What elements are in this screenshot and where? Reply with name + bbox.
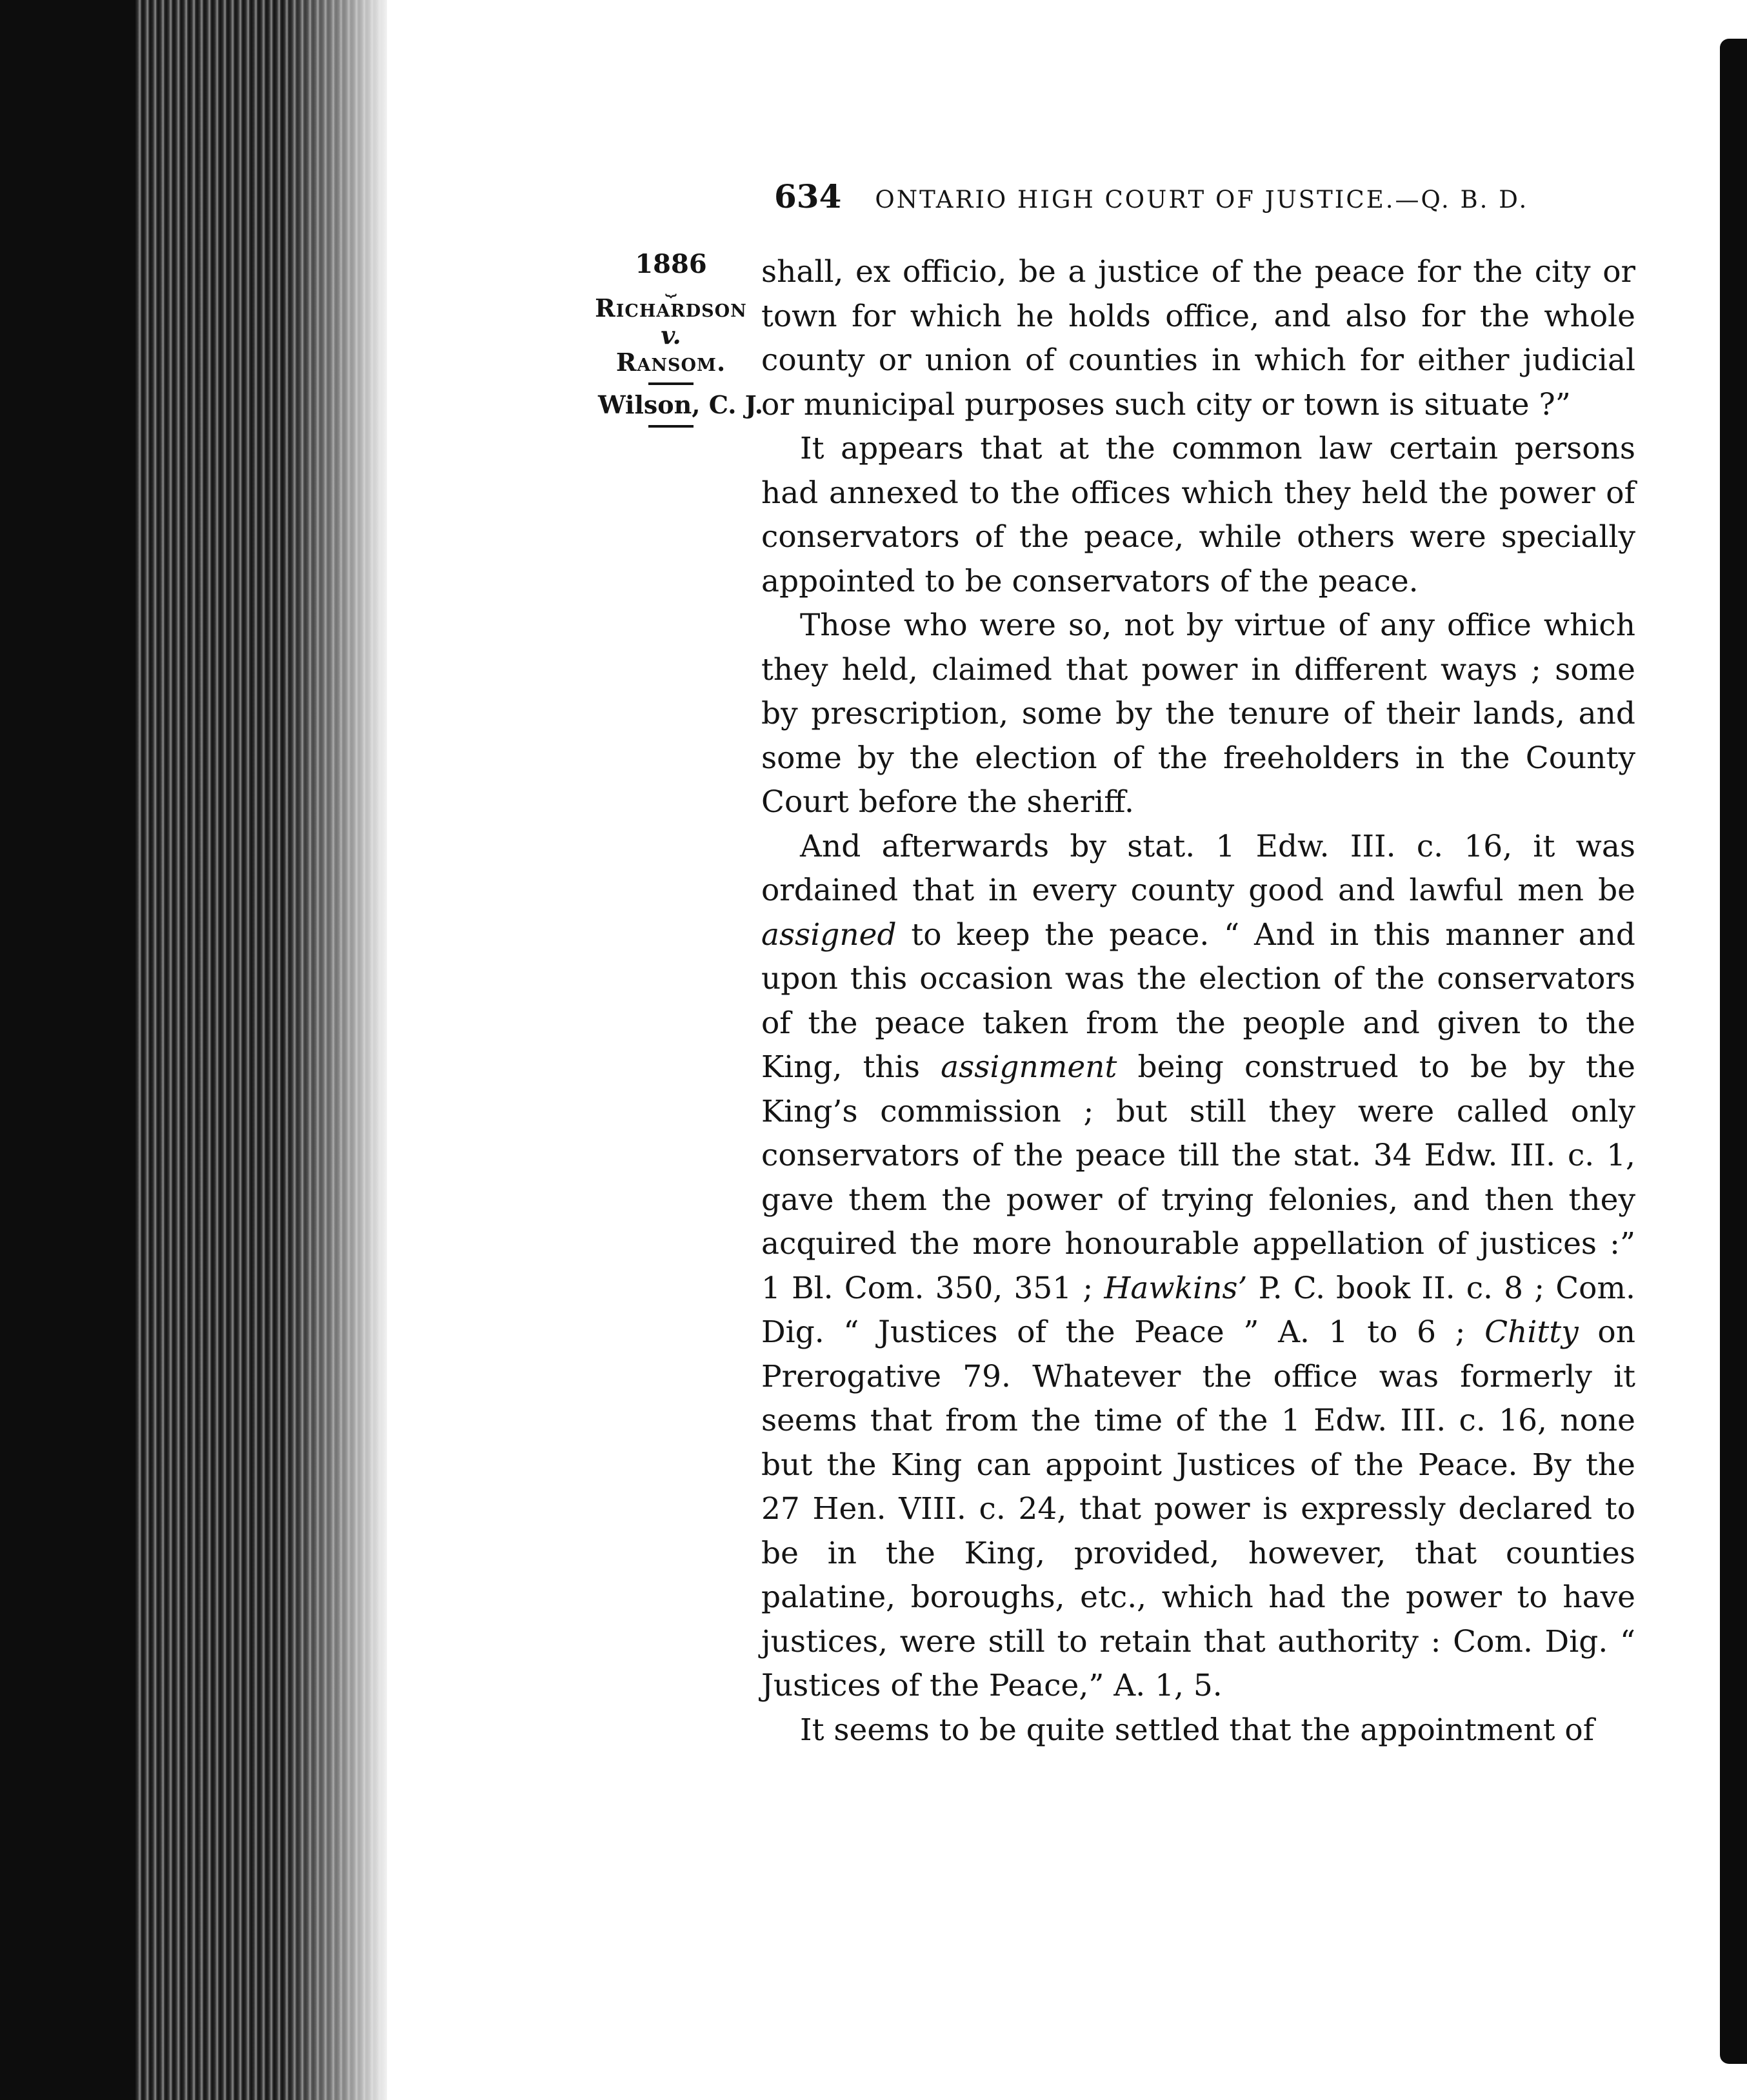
margin-brace: ⏟ [665,275,677,297]
running-head [774,177,1561,215]
paragraph-text: P. C. book II. c. 8 ; Com. Dig. “ Justices of the Peace ” A. 1 to 6 ; [761,1270,1635,1350]
paragraph-text: Those who were so, not by virtue of any office which they held, claimed that power in different ways ; some by prescription, some by the tenure of their lands, and some by the election of the freeholders in the County Court before the sheriff. [761,608,1635,820]
paragraph-text: It seems to be quite settled that the appointment of [800,1712,1595,1748]
paragraph-text: being construed to be by the King’s commission ; but still they were called only conservators of the peace till the stat. 34 Edw. III. c. 1, gave them the power of trying felonies, and then they acquired the more honourable appellation of justices :” 1 Bl. Com. 350, 351 ; [761,1049,1635,1306]
paragraph [761,427,1635,604]
running-head-title: ONTARIO HIGH COURT OF JUSTICE.—Q. B. D. [875,186,1529,213]
italic-text: assignment [941,1049,1117,1085]
paragraph-text: shall, ex officio, be a justice of the peace for the city or town for which he holds office, and also for the whole county or union of counties in which for either judicial or municipal purposes such city or town is situate ?” [761,254,1635,422]
paragraph-text: on Prerogative 79. Whatever the office was formerly it seems that from the time of the 1 Edw. III. c. 16, none but the King can appoint Justices of the Peace. By the 27 Hen. VIII. c. 24, that power is expressly declared to be in the King, provided, however, that counties palatine, boroughs, etc., which had the power to have justices, were still to retain that authority : Com. Dig. “ Justices of the Peace,” A. 1, 5. [761,1314,1635,1703]
margin-rule [648,425,694,428]
paragraph-text: And afterwards by stat. 1 Edw. III. c. 16, it was ordained that in every county good and lawful men be [761,828,1635,908]
body-text [761,250,1635,1752]
paragraph [761,825,1635,1709]
book-binding-shadow [0,0,135,2100]
paragraph [761,1709,1635,1753]
italic-text: assigned [761,916,897,953]
margin-judge: Wilson, C. J. [598,390,763,419]
margin-party-plaintiff: Richardson [595,293,747,322]
margin-note [584,248,763,431]
paragraph [761,250,1635,427]
scan-border [1720,39,1747,2064]
paragraph-text: It appears that at the common law certain persons had annexed to the offices which they held the power of conservators of the peace, while others were specially appointed to be conservators of the peace. [761,431,1635,599]
margin-party-defendant: Ransom. [615,348,726,377]
paragraph [761,604,1635,825]
margin-year: 1886 [635,249,707,279]
margin-rule [648,382,694,385]
margin-versus: v. [661,321,681,350]
page-number: 634 [774,177,842,215]
page-gutter-fade [284,0,387,2100]
italic-text: Chitty [1484,1314,1579,1350]
paragraph-text: to keep the peace. “ And in this manner and upon this occasion was the election of the conservators of the peace taken from the people and given to the King, this [761,916,1635,1085]
italic-text: Hawkins’ [1104,1270,1248,1306]
